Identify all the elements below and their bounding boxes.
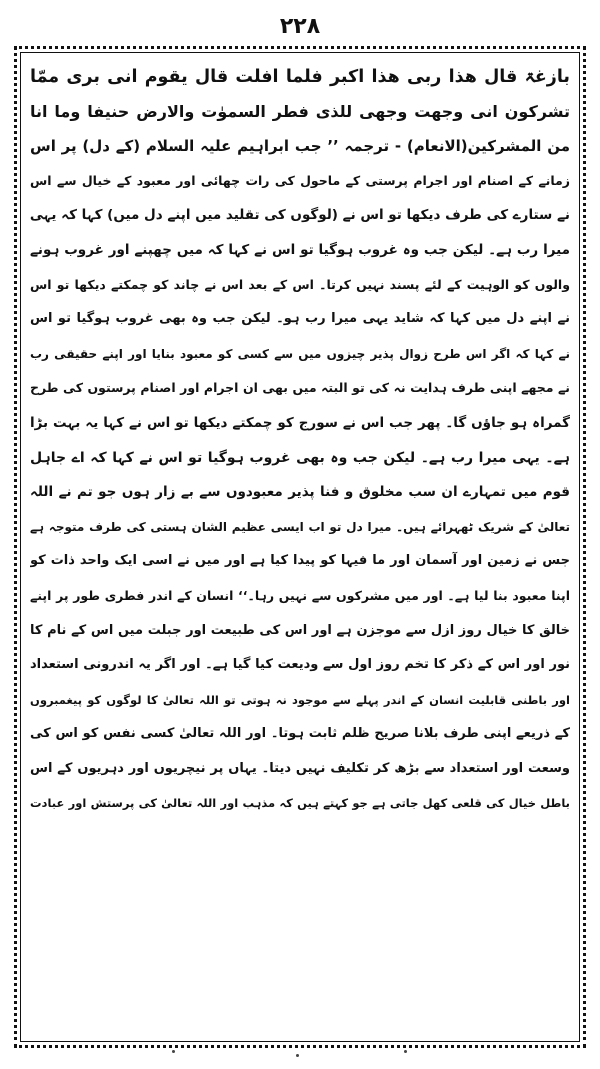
text-line: تعالیٰ کے شریک ٹھہرائے ہیں۔ میرا دل تو اب ایسی عظیم الشان ہستی کی طرف متوجہ ہے — [30, 519, 570, 534]
speck — [172, 1050, 175, 1053]
text-line: نے مجھے اپنی طرف ہدایت نہ کی تو البتہ میں بھی ان اجرام اور اصنام پرستوں کی طرح — [30, 380, 570, 396]
text-line: تشرکون انی وجھت وجھی للذی فطر السموٰت والارض حنیفا وما انا — [30, 101, 570, 121]
text-line: اور باطنی قابلیت انسان کے اندر پہلے سے موجود نہ ہوتی تو اللہ تعالیٰ کا لوگوں کو پیغمبروں — [30, 692, 570, 707]
scan-specks — [0, 1050, 600, 1068]
text-line: باطل خیال کی قلعی کھل جاتی ہے جو کہتے ہیں کہ مذہب اور اللہ تعالیٰ کی پرستش اور عبادت — [30, 796, 570, 811]
text-line: والوں کو الوہیت کے لئے پسند نہیں کرتا۔ اس کے بعد اس نے چاند کو چمکتے دیکھا تو اس — [30, 276, 570, 292]
text-line: جس نے زمین اور آسمان اور ما فیہا کو پیدا کیا ہے اور میں نے اسی ایک واحد ذات کو — [30, 553, 570, 569]
speck — [296, 1054, 299, 1057]
speck — [404, 1050, 407, 1053]
text-line: کے ذریعے اپنی طرف بلانا صریح ظلم ثابت ہوتا۔ اور اللہ تعالیٰ کسی نفس کو اس کی — [30, 726, 570, 742]
text-line: قوم میں تمہارے ان سب مخلوق و فنا پذیر معبودوں سے بے زار ہوں جو تم نے اللہ — [30, 484, 570, 501]
text-line: بازغۃ قال ھذا ربی ھذا اکبر فلما افلت قال یقوم انی بری ممّا — [30, 67, 570, 87]
text-line: نے ستارے کی طرف دیکھا تو اس نے (لوگوں کی تقلید میں اپنے دل میں) کہا کہ یہی — [30, 207, 570, 224]
text-line: وسعت اور استعداد سے بڑھ کر تکلیف نہیں دیتا۔ یہاں پر نیچریوں اور دہریوں کے اس — [30, 760, 570, 776]
text-line: نور اور اس کے ذکر کا تخم روز اول سے ودیعت کیا گیا ہے۔ اور اگر یہ اندرونی استعداد — [30, 657, 570, 673]
body-text — [30, 60, 570, 821]
text-line: اپنا معبود بنا لیا ہے۔ اور میں مشرکوں سے نہیں رہا۔‘‘ انسان کے اندر فطری طور پر اپنے — [30, 587, 570, 603]
text-line: ہے۔ یہی میرا رب ہے۔ لیکن جب وہ بھی غروب ہوگیا تو اس نے کہا کہ اے جاہل — [30, 449, 570, 466]
text-line: نے کہا کہ اگر اس طرح زوال پذیر چیزوں میں سے کسی کو معبود بنایا اور اپنے حقیقی رب — [30, 346, 570, 361]
text-line: گمراہ ہو جاؤں گا۔ پھر جب اس نے سورج کو چمکتے دیکھا تو اس نے کہا یہ بہت بڑا — [30, 414, 570, 431]
text-line: نے اپنے دل میں کہا کہ شاید یہی میرا رب ہو۔ لیکن جب وہ بھی غروب ہوگیا تو اس — [30, 311, 570, 327]
text-line: میرا رب ہے۔ لیکن جب وہ غروب ہوگیا تو اس نے کہا کہ میں چھپنے اور غروب ہونے — [30, 241, 570, 258]
page-number: ۲۲۸ — [279, 14, 321, 39]
text-line: من المشرکین(الانعام) - ترجمہ ’’ جب ابراہیم علیہ السلام (کے دل) پر اس — [30, 137, 570, 156]
text-line: زمانے کے اصنام اور اجرام پرستی کے ماحول کی رات چھائی اور معبود کے خیال سے اس — [30, 172, 570, 188]
text-line: خالق کا خیال روز ازل سے موجزن ہے اور اس کی طبیعت اور جبلت میں اس کے نام کا — [30, 622, 570, 638]
